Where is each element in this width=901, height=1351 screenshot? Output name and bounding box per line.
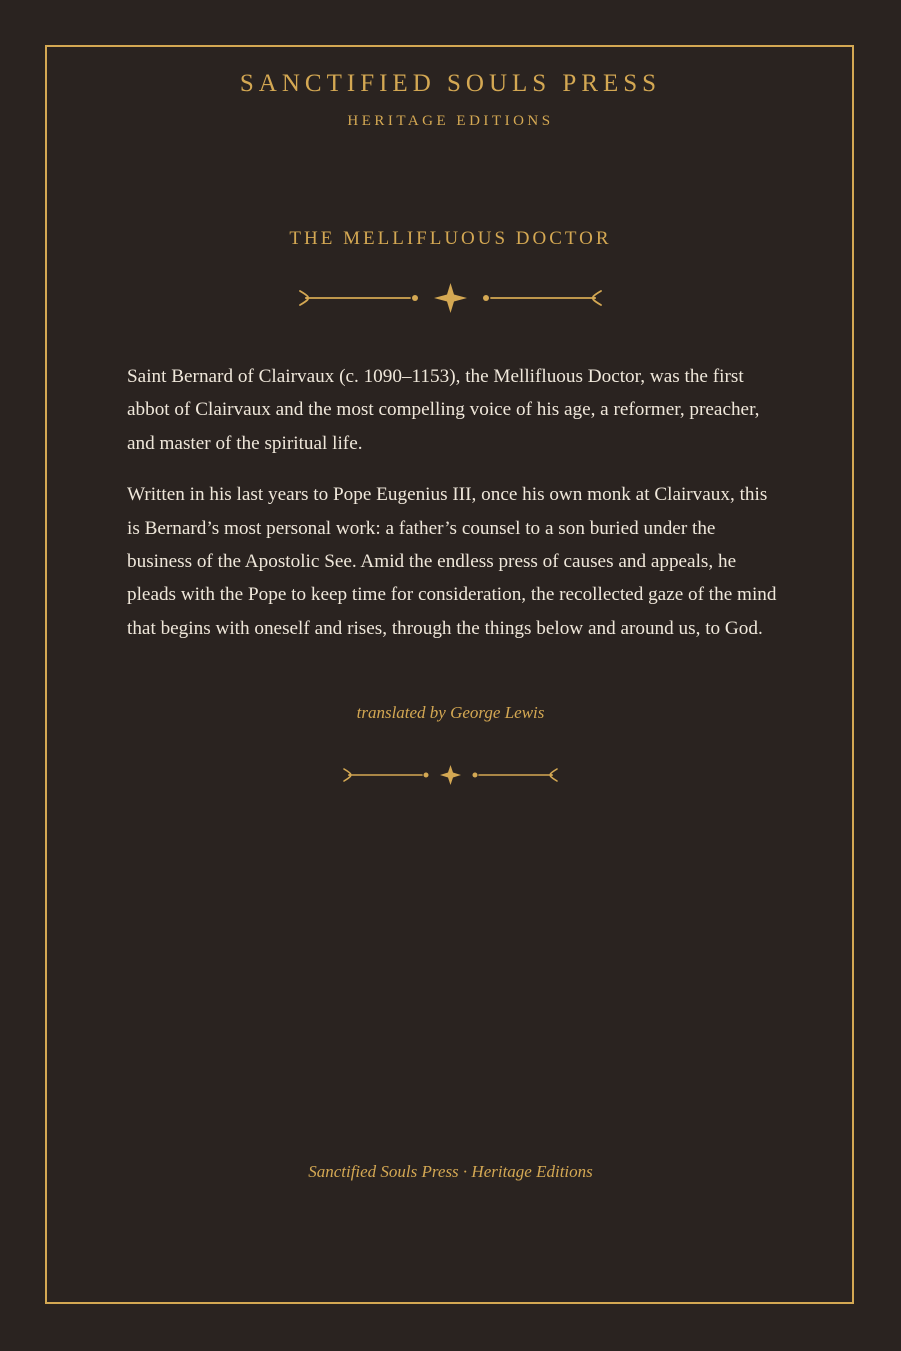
description-body — [127, 360, 777, 663]
imprint-name: HERITAGE EDITIONS — [347, 113, 554, 129]
translator-credit: translated by George Lewis — [356, 703, 545, 722]
small-star-flourish-divider-icon — [0, 760, 901, 790]
body-paragraph: Written in his last years to Pope Eugenius III, once his own monk at Clairvaux, this is Bernard’s most personal work: a father’s counsel to a son buried under the business of the Apostolic See. Amid the endless press of causes and appeals, he pleads with the Pope to keep time for consideration, the recollected gaze of the mind that begins with oneself and rises, through the things below and around us, to God. — [127, 484, 777, 639]
star-flourish-divider-icon — [0, 280, 901, 316]
press-name: SANCTIFIED SOULS PRESS — [239, 70, 662, 97]
section-title: THE MELLIFLUOUS DOCTOR — [289, 228, 612, 249]
footer-imprint: Sanctified Souls Press · Heritage Editions — [308, 1162, 593, 1181]
body-paragraph: Saint Bernard of Clairvaux (c. 1090–1153), the Mellifluous Doctor, was the first abbot of Clairvaux and the most compelling voice of his age, a reformer, preacher, and master of the spiritual life. — [127, 366, 760, 454]
